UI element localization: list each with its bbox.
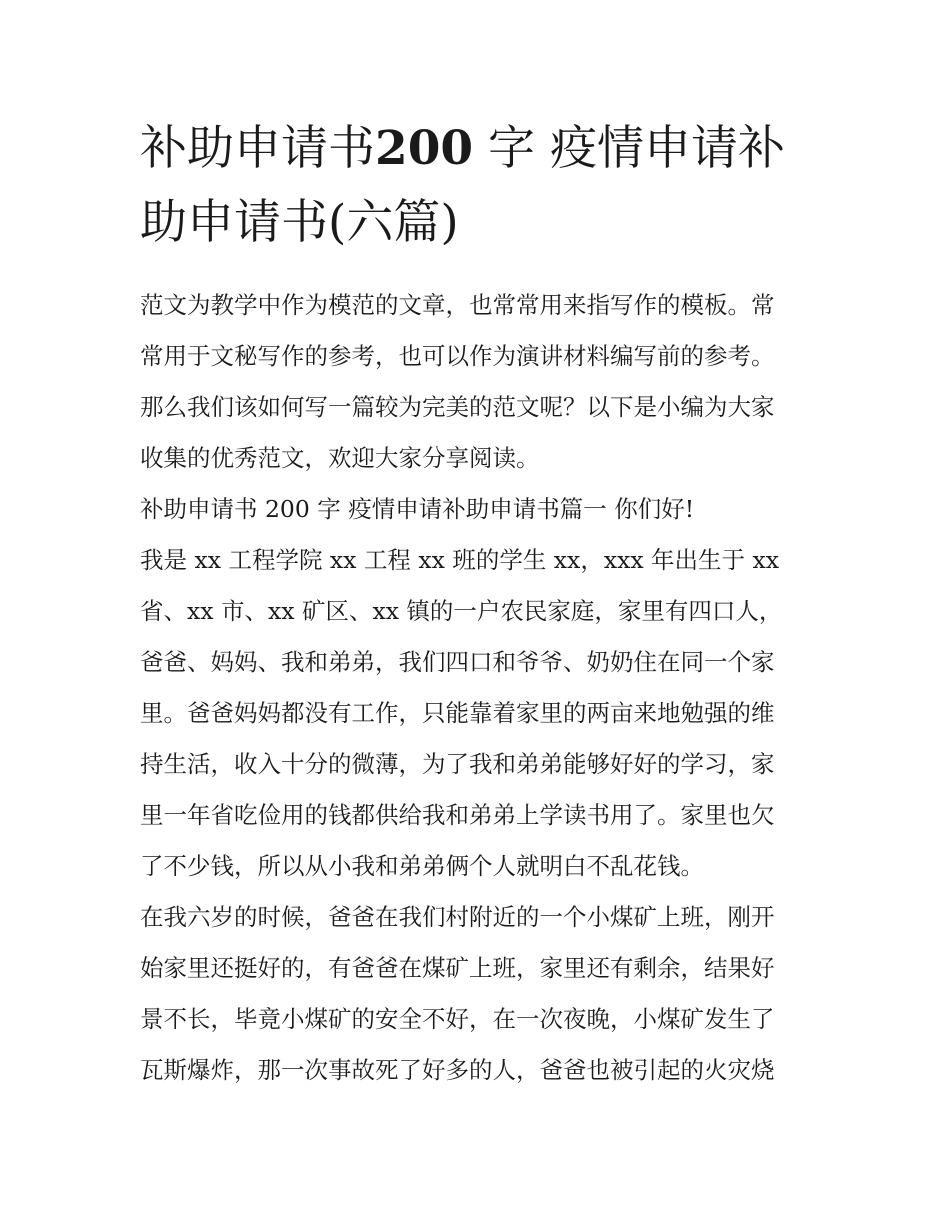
title-text-b: 字 疫情申请补 [473, 121, 785, 176]
body-line: 省、xx 市、xx 矿区、xx 镇的一户农民家庭，家里有四口人， [140, 597, 783, 625]
body-line: 景不长，毕竟小煤矿的安全不好，在一次夜晚，小煤矿发生了 [140, 1005, 775, 1033]
body-line: 持生活，收入十分的微薄，为了我和弟弟能够好好的学习，家 [140, 750, 775, 778]
document-body [140, 280, 820, 1096]
body-line: 我是 xx 工程学院 xx 工程 xx 班的学生 xx，xxx 年出生于 xx [140, 546, 780, 574]
title-text-a: 补助申请书 [140, 121, 375, 176]
body-line: 里一年省吃俭用的钱都供给我和弟弟上学读书用了。家里也欠 [140, 801, 775, 829]
body-line: 那么我们该如何写一篇较为完美的范文呢？以下是小编为大家 [140, 393, 775, 421]
title-text-line2: 助申请书(六篇) [140, 195, 459, 250]
body-line: 始家里还挺好的，有爸爸在煤矿上班，家里还有剩余，结果好 [140, 954, 775, 982]
body-line: 在我六岁的时候，爸爸在我们村附近的一个小煤矿上班，刚开 [140, 903, 775, 931]
document-title [140, 112, 820, 260]
section-heading-line: 补助申请书 200 字 疫情申请补助申请书篇一 你们好! [140, 495, 695, 523]
title-number: 200 [375, 121, 474, 176]
body-line: 常用于文秘写作的参考，也可以作为演讲材料编写前的参考。 [140, 342, 775, 370]
body-line: 瓦斯爆炸，那一次事故死了好多的人，爸爸也被引起的火灾烧 [140, 1056, 775, 1084]
body-line: 范文为教学中作为模范的文章，也常常用来指写作的模板。常 [140, 291, 775, 319]
body-line: 收集的优秀范文，欢迎大家分享阅读。 [140, 444, 540, 472]
body-line: 里。爸爸妈妈都没有工作，只能靠着家里的两亩来地勉强的维 [140, 699, 775, 727]
body-line: 爸爸、妈妈、我和弟弟，我们四口和爷爷、奶奶住在同一个家 [140, 648, 775, 676]
body-line: 了不少钱，所以从小我和弟弟俩个人就明白不乱花钱。 [140, 852, 704, 880]
